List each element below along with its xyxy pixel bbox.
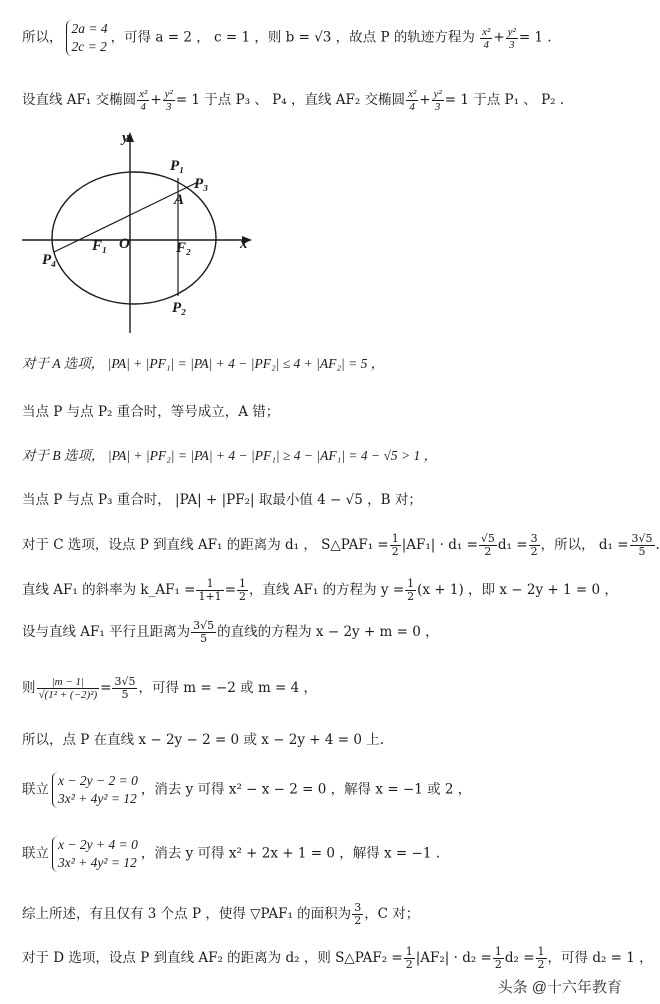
system-eq-1: 2a = 4: [71, 21, 108, 36]
line-summary: 综上所述，有且仅有 3 个点 P ，使得 ▽PAF₁ 的面积为 $\frac{3}{2}$ ，C 对；: [22, 901, 420, 927]
equation-system-1: x − 2y − 2 = 0 3x² + 4y² = 12: [52, 772, 138, 808]
label-f2: F₂: [176, 240, 192, 256]
line-intersections: 设直线 AF₁ 交椭圆 $\frac{\text{x²}}{4}$ + $\frac{\text{y²}}{3}$ = 1 于点 P₃ 、 P₄ ，直线 AF₂ 交椭圆 $\frac{\text{x²}}{4}$ + $\frac{\text{y²}}{3}$ = 1 于点 P₁ 、 P₂ .: [22, 88, 565, 113]
frac-y2-3: $\frac{\text{y²}}{3}$: [507, 25, 516, 51]
text-mid: = 1 于点 P₃ 、 P₄ ，直线 AF₂ 交椭圆: [175, 92, 406, 108]
frac-half-d1: $\frac{1}{2}$: [405, 945, 413, 971]
text-tail: = 1 于点 P₁ 、 P₂ .: [444, 92, 565, 108]
line-option-c: 对于 C 选项，设点 P 到直线 AF₁ 的距离为 d₁ ， S△PAF₁ = $\frac{1}{2}$ |AF₁| · d₁ = $\frac{√5}{2}$ d₁ = $\frac{3}{2}$ ，所以， d₁ = $\frac{3√5}{5}$ .: [22, 532, 660, 558]
frac-1-2: $\frac{1}{2}$: [239, 577, 246, 603]
frac-half: $\frac{1}{2}$: [391, 532, 399, 558]
frac-3-2b: $\frac{3}{2}$: [354, 901, 362, 927]
frac-x2-4: $\frac{\text{x²}}{4}$: [482, 25, 491, 51]
frac-x2-4: $\frac{\text{x²}}{4}$: [139, 88, 148, 113]
label-f1: F₁: [92, 238, 108, 254]
frac-half-d2: $\frac{1}{2}$: [494, 945, 502, 971]
label-p1: P₁: [170, 158, 185, 174]
line-option-b-result: 当点 P 与点 P₃ 重合时， |PA| + |PF₂| 取最小值 4 − √5 ，B 对；: [22, 492, 422, 508]
line-option-d: 对于 D 选项，设点 P 到直线 AF₂ 的距离为 d₂ ，则 S△PAF₂ = $\frac{1}{2}$ |AF₂| · d₂ = $\frac{1}{2}$ d₂ = $\frac{1}{2}$ ，可得 d₂ = 1 ，: [22, 945, 653, 971]
system-eq-2: 2c = 2: [71, 39, 107, 54]
frac-3-2: $\frac{3}{2}$: [530, 532, 538, 558]
line-distance-formula: 则 $\frac{|m - 1|}{\text{√(1² + (−2)²)}}$ = $\frac{3√5}{5}$ ，可得 m = −2 或 m = 4 ，: [22, 675, 318, 701]
label-p3: P₃: [194, 176, 209, 192]
frac-x2-4: $\frac{\text{x²}}{4}$: [408, 88, 417, 113]
equation-system-2: x − 2y + 4 = 0 3x² + 4y² = 12: [52, 836, 138, 872]
frac-3sqrt5-5b: $\frac{3√5}{5}$: [114, 675, 136, 701]
label-p2: P₂: [172, 300, 187, 316]
ellipse-figure: [22, 128, 262, 338]
equation-system: [66, 20, 108, 56]
line-p-on-lines: 所以，点 P 在直线 x − 2y − 2 = 0 或 x − 2y + 4 = 0 上.: [22, 732, 385, 748]
frac-sqrt5-2: $\frac{√5}{2}$: [480, 532, 495, 558]
line-system-1: 联立x − 2y − 2 = 0 3x² + 4y² = 12，消去 y 可得 x² − x − 2 = 0 ，解得 x = −1 或 2 ，: [22, 773, 472, 806]
frac-distance-formula: $\frac{|m - 1|}{\text{√(1² + (−2)²)}}$: [38, 676, 98, 701]
text-lead: 所以，: [22, 29, 63, 46]
line-option-a: 对于 A 选项， |PA| + |PF₁| = |PA| + 4 − |PF₂| ≤ 4 + |AF₂| = 5 ，: [22, 356, 385, 371]
label-x: x: [240, 236, 248, 252]
line-option-b: 对于 B 选项， |PA| + |PF₂| = |PA| + 4 − |PF₁| ≥ 4 − |AF₁| = 4 − √5 > 1 ，: [22, 448, 438, 463]
frac-half-d3: $\frac{1}{2}$: [537, 945, 545, 971]
label-p4: P₄: [42, 252, 57, 268]
line-option-a-result: 当点 P 与点 P₂ 重合时，等号成立，A 错；: [22, 404, 280, 420]
frac-y2-3: $\frac{\text{y²}}{3}$: [164, 88, 173, 113]
line-system-2: 联立x − 2y + 4 = 0 3x² + 4y² = 12，消去 y 可得 x² + 2x + 1 = 0 ，解得 x = −1 .: [22, 837, 440, 870]
frac-y2-3: $\frac{\text{y²}}{3}$: [433, 88, 442, 113]
label-a: A: [174, 192, 185, 208]
ellipse-curve: [52, 172, 216, 304]
text-tail: = 1 .: [518, 29, 552, 46]
frac-1-over-1plus1: $\frac{1}{1+1}$: [198, 577, 222, 603]
label-origin: O: [119, 236, 130, 252]
line-slope: 直线 AF₁ 的斜率为 k_AF₁ = $\frac{1}{1+1}$ = $\frac{1}{2}$ ，直线 AF₁ 的方程为 y = $\frac{1}{2}$ (x + 1) ，即 x − 2y + 1 = 0 ，: [22, 577, 618, 603]
frac-distance: $\frac{3√5}{5}$: [193, 619, 215, 645]
frac-1-2b: $\frac{1}{2}$: [407, 577, 415, 603]
label-y: y: [122, 130, 129, 146]
line-solution-intro: 所以，2a = 4 2c = 2，可得 a = 2 ， c = 1 ，则 b = √3 ，故点 P 的轨迹方程为 $\frac{\text{x²}}{4}$ + $\frac{\text{y²}}{3}$ = 1 .: [22, 21, 552, 54]
watermark: 头条 @十六年教育: [494, 975, 626, 998]
line-parallel: 设与直线 AF₁ 平行且距离为 $\frac{3√5}{5}$ 的直线的方程为 x − 2y + m = 0 ，: [22, 619, 439, 645]
text-mid: ，可得 a = 2 ， c = 1 ，则 b = √3 ，故点 P 的轨迹方程为: [110, 29, 475, 46]
text-lead: 设直线 AF₁ 交椭圆: [22, 92, 137, 108]
frac-3sqrt5-5: $\frac{3√5}{5}$: [631, 532, 653, 558]
